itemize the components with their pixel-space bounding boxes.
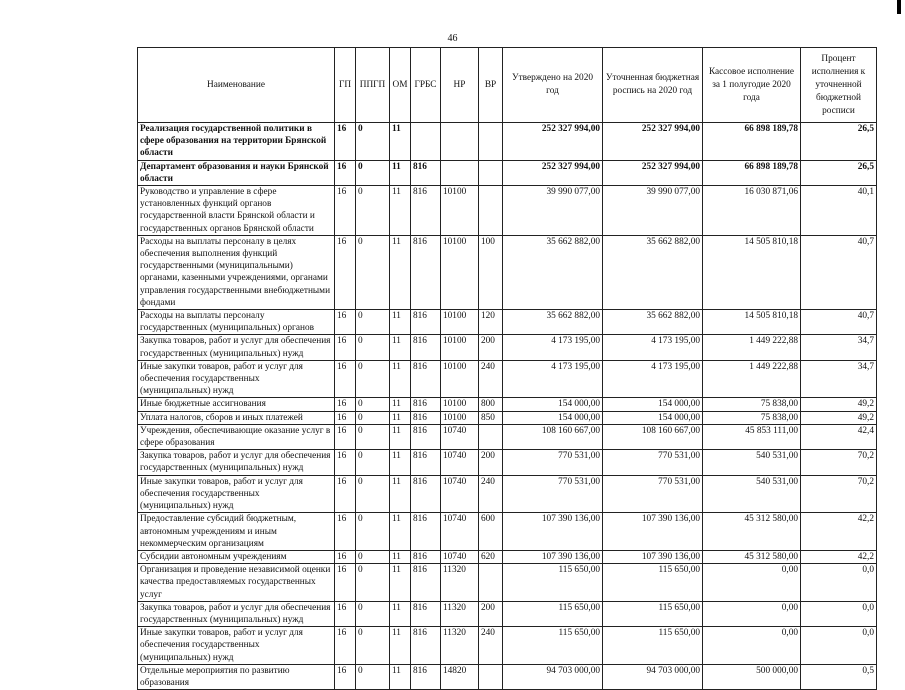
cell-gp: 16 [335,186,356,236]
cell-cash: 540 531,00 [703,450,801,475]
cell-approved: 115 650,00 [503,627,603,665]
table-row [138,123,877,161]
cell-name: Субсидии автономным учреждениям [138,550,335,563]
table-row [138,235,877,309]
cell-ppgp: 0 [356,360,390,398]
cell-cash: 0,00 [703,601,801,626]
cell-gp: 16 [335,335,356,360]
table-row [138,398,877,411]
cell-refined: 35 662 882,00 [603,310,703,335]
table-row [138,601,877,626]
header-ppgp: ППГП [356,48,390,123]
header-vr: ВР [479,48,503,123]
cell-name: Иные закупки товаров, работ и услуг для обеспечения государственных (муниципальных) нужд [138,360,335,398]
cell-cash: 75 838,00 [703,398,801,411]
cell-cash: 500 000,00 [703,664,801,689]
cell-name: Уплата налогов, сборов и иных платежей [138,411,335,424]
cell-name: Департамент образования и науки Брянской области [138,160,335,185]
cell-gp: 16 [335,550,356,563]
cell-name: Отдельные мероприятия по развитию образования [138,664,335,689]
cell-om: 11 [390,123,411,161]
cell-ppgp: 0 [356,424,390,449]
cell-approved: 107 390 136,00 [503,513,603,551]
cell-ppgp: 0 [356,601,390,626]
cell-cash: 14 505 810,18 [703,310,801,335]
cell-grbs: 816 [411,160,441,185]
cell-cash: 0,00 [703,627,801,665]
cell-cash: 75 838,00 [703,411,801,424]
cell-name: Реализация государственной политики в сфере образования на территории Брянской области [138,123,335,161]
cell-grbs: 816 [411,601,441,626]
cell-grbs: 816 [411,424,441,449]
cell-approved: 252 327 994,00 [503,123,603,161]
cell-approved: 35 662 882,00 [503,235,603,309]
cell-approved: 252 327 994,00 [503,160,603,185]
table-row [138,160,877,185]
cell-grbs: 816 [411,310,441,335]
cell-nr: 10740 [441,424,479,449]
cell-ppgp: 0 [356,235,390,309]
cell-nr: 10740 [441,450,479,475]
cell-grbs: 816 [411,335,441,360]
header-refined: Уточненная бюджетная роспись на 2020 год [603,48,703,123]
cell-om: 11 [390,627,411,665]
cell-ppgp: 0 [356,550,390,563]
cell-refined: 107 390 136,00 [603,550,703,563]
cell-name: Учреждения, обеспечивающие оказание услуг в сфере образования [138,424,335,449]
cell-name: Организация и проведение независимой оценки качества предоставляемых государственных услуг [138,564,335,602]
table-row [138,335,877,360]
cell-percent: 34,7 [801,335,877,360]
cell-ppgp: 0 [356,411,390,424]
header-approved: Утверждено на 2020 год [503,48,603,123]
cell-vr: 200 [479,335,503,360]
table-header-row [138,48,877,123]
cell-ppgp: 0 [356,475,390,513]
cell-vr [479,564,503,602]
cell-gp: 16 [335,664,356,689]
cell-percent: 40,7 [801,310,877,335]
cell-refined: 252 327 994,00 [603,160,703,185]
cell-vr [479,186,503,236]
cell-nr: 10740 [441,513,479,551]
cell-nr: 10100 [441,186,479,236]
cell-vr: 120 [479,310,503,335]
cell-percent: 49,2 [801,411,877,424]
cell-approved: 108 160 667,00 [503,424,603,449]
cell-name: Иные бюджетные ассигнования [138,398,335,411]
cell-refined: 770 531,00 [603,475,703,513]
cell-refined: 94 703 000,00 [603,664,703,689]
cell-refined: 154 000,00 [603,398,703,411]
scan-edge-mark [897,0,901,14]
cell-ppgp: 0 [356,398,390,411]
table-row [138,627,877,665]
cell-vr: 850 [479,411,503,424]
cell-refined: 4 173 195,00 [603,360,703,398]
cell-om: 11 [390,335,411,360]
cell-grbs: 816 [411,450,441,475]
cell-vr: 240 [479,475,503,513]
cell-vr [479,123,503,161]
cell-refined: 35 662 882,00 [603,235,703,309]
cell-gp: 16 [335,424,356,449]
table-row [138,186,877,236]
cell-percent: 0,0 [801,627,877,665]
cell-gp: 16 [335,564,356,602]
cell-cash: 66 898 189,78 [703,160,801,185]
cell-grbs [411,123,441,161]
cell-om: 11 [390,450,411,475]
table-row [138,664,877,689]
header-grbs: ГРБС [411,48,441,123]
cell-percent: 42,2 [801,550,877,563]
cell-gp: 16 [335,123,356,161]
cell-gp: 16 [335,411,356,424]
cell-nr: 11320 [441,564,479,602]
header-nr: НР [441,48,479,123]
cell-om: 11 [390,360,411,398]
cell-om: 11 [390,475,411,513]
cell-approved: 107 390 136,00 [503,550,603,563]
cell-grbs: 816 [411,235,441,309]
cell-cash: 16 030 871,06 [703,186,801,236]
cell-name: Руководство и управление в сфере установленных функций органов государственной власти Брянской области и государственных органов Брянской области [138,186,335,236]
cell-om: 11 [390,601,411,626]
cell-approved: 35 662 882,00 [503,310,603,335]
table-row [138,411,877,424]
cell-cash: 0,00 [703,564,801,602]
cell-gp: 16 [335,235,356,309]
cell-vr: 100 [479,235,503,309]
cell-vr: 200 [479,601,503,626]
cell-refined: 115 650,00 [603,601,703,626]
table-row [138,550,877,563]
cell-grbs: 816 [411,550,441,563]
cell-approved: 39 990 077,00 [503,186,603,236]
cell-grbs: 816 [411,513,441,551]
cell-cash: 14 505 810,18 [703,235,801,309]
cell-om: 11 [390,664,411,689]
cell-gp: 16 [335,475,356,513]
cell-gp: 16 [335,310,356,335]
cell-nr [441,160,479,185]
cell-percent: 49,2 [801,398,877,411]
cell-percent: 0,0 [801,564,877,602]
cell-gp: 16 [335,513,356,551]
cell-gp: 16 [335,398,356,411]
cell-grbs: 816 [411,564,441,602]
cell-nr: 10740 [441,550,479,563]
cell-nr: 10100 [441,310,479,335]
cell-grbs: 816 [411,664,441,689]
cell-nr: 14820 [441,664,479,689]
cell-approved: 154 000,00 [503,411,603,424]
header-name: Наименование [138,48,335,123]
cell-cash: 45 853 111,00 [703,424,801,449]
cell-vr [479,424,503,449]
cell-name: Закупка товаров, работ и услуг для обеспечения государственных (муниципальных) нужд [138,601,335,626]
cell-grbs: 816 [411,186,441,236]
cell-om: 11 [390,513,411,551]
cell-om: 11 [390,310,411,335]
cell-vr: 200 [479,450,503,475]
cell-vr: 600 [479,513,503,551]
cell-grbs: 816 [411,627,441,665]
cell-name: Расходы на выплаты персоналу в целях обеспечения выполнения функций государственными (муниципальными) органами, казенными учреждениями, органами управления государственными внебюджетными фондами [138,235,335,309]
cell-om: 11 [390,550,411,563]
cell-vr: 240 [479,627,503,665]
cell-refined: 39 990 077,00 [603,186,703,236]
cell-approved: 4 173 195,00 [503,335,603,360]
header-om: ОМ [390,48,411,123]
cell-refined: 108 160 667,00 [603,424,703,449]
cell-nr: 10100 [441,235,479,309]
cell-refined: 252 327 994,00 [603,123,703,161]
cell-name: Предоставление субсидий бюджетным, автономным учреждениям и иным некоммерческим организациям [138,513,335,551]
cell-ppgp: 0 [356,513,390,551]
page-number: 46 [447,33,458,44]
cell-gp: 16 [335,450,356,475]
cell-refined: 4 173 195,00 [603,335,703,360]
cell-vr [479,160,503,185]
cell-gp: 16 [335,627,356,665]
cell-nr: 10100 [441,398,479,411]
cell-cash: 45 312 580,00 [703,550,801,563]
cell-approved: 154 000,00 [503,398,603,411]
cell-om: 11 [390,160,411,185]
cell-grbs: 816 [411,398,441,411]
table-row [138,310,877,335]
cell-gp: 16 [335,601,356,626]
cell-approved: 115 650,00 [503,601,603,626]
cell-ppgp: 0 [356,310,390,335]
cell-om: 11 [390,398,411,411]
cell-refined: 115 650,00 [603,627,703,665]
cell-name: Иные закупки товаров, работ и услуг для обеспечения государственных (муниципальных) нужд [138,475,335,513]
cell-nr: 10740 [441,475,479,513]
cell-ppgp: 0 [356,664,390,689]
cell-om: 11 [390,424,411,449]
cell-gp: 16 [335,360,356,398]
cell-nr: 10100 [441,411,479,424]
cell-percent: 40,7 [801,235,877,309]
cell-cash: 66 898 189,78 [703,123,801,161]
cell-vr: 620 [479,550,503,563]
cell-percent: 42,4 [801,424,877,449]
cell-om: 11 [390,235,411,309]
cell-cash: 540 531,00 [703,475,801,513]
cell-percent: 0,0 [801,601,877,626]
cell-name: Расходы на выплаты персоналу государственных (муниципальных) органов [138,310,335,335]
cell-grbs: 816 [411,411,441,424]
cell-approved: 115 650,00 [503,564,603,602]
table-row [138,450,877,475]
cell-percent: 70,2 [801,450,877,475]
cell-om: 11 [390,186,411,236]
table-row [138,360,877,398]
cell-grbs: 816 [411,475,441,513]
cell-gp: 16 [335,160,356,185]
cell-approved: 770 531,00 [503,475,603,513]
cell-ppgp: 0 [356,186,390,236]
cell-percent: 70,2 [801,475,877,513]
cell-name: Иные закупки товаров, работ и услуг для обеспечения государственных (муниципальных) нужд [138,627,335,665]
cell-refined: 115 650,00 [603,564,703,602]
cell-percent: 0,5 [801,664,877,689]
cell-nr [441,123,479,161]
cell-vr: 240 [479,360,503,398]
cell-approved: 770 531,00 [503,450,603,475]
cell-nr: 10100 [441,335,479,360]
cell-nr: 11320 [441,601,479,626]
cell-om: 11 [390,411,411,424]
cell-nr: 11320 [441,627,479,665]
table-row [138,564,877,602]
cell-percent: 26,5 [801,123,877,161]
cell-refined: 770 531,00 [603,450,703,475]
cell-refined: 154 000,00 [603,411,703,424]
cell-nr: 10100 [441,360,479,398]
table-row [138,475,877,513]
table-row [138,513,877,551]
cell-percent: 26,5 [801,160,877,185]
cell-refined: 107 390 136,00 [603,513,703,551]
budget-table [137,47,877,690]
cell-cash: 1 449 222,88 [703,335,801,360]
cell-cash: 1 449 222,88 [703,360,801,398]
cell-ppgp: 0 [356,450,390,475]
cell-percent: 40,1 [801,186,877,236]
cell-om: 11 [390,564,411,602]
header-gp: ГП [335,48,356,123]
cell-grbs: 816 [411,360,441,398]
cell-percent: 42,2 [801,513,877,551]
cell-cash: 45 312 580,00 [703,513,801,551]
table-row [138,424,877,449]
header-percent: Процент исполнения к уточненной бюджетной росписи [801,48,877,123]
cell-vr [479,664,503,689]
cell-vr: 800 [479,398,503,411]
cell-name: Закупка товаров, работ и услуг для обеспечения государственных (муниципальных) нужд [138,450,335,475]
cell-ppgp: 0 [356,335,390,360]
cell-approved: 4 173 195,00 [503,360,603,398]
cell-name: Закупка товаров, работ и услуг для обеспечения государственных (муниципальных) нужд [138,335,335,360]
cell-ppgp: 0 [356,627,390,665]
cell-approved: 94 703 000,00 [503,664,603,689]
cell-ppgp: 0 [356,123,390,161]
header-cash: Кассовое исполнение за 1 полугодие 2020 года [703,48,801,123]
cell-percent: 34,7 [801,360,877,398]
cell-ppgp: 0 [356,160,390,185]
cell-ppgp: 0 [356,564,390,602]
